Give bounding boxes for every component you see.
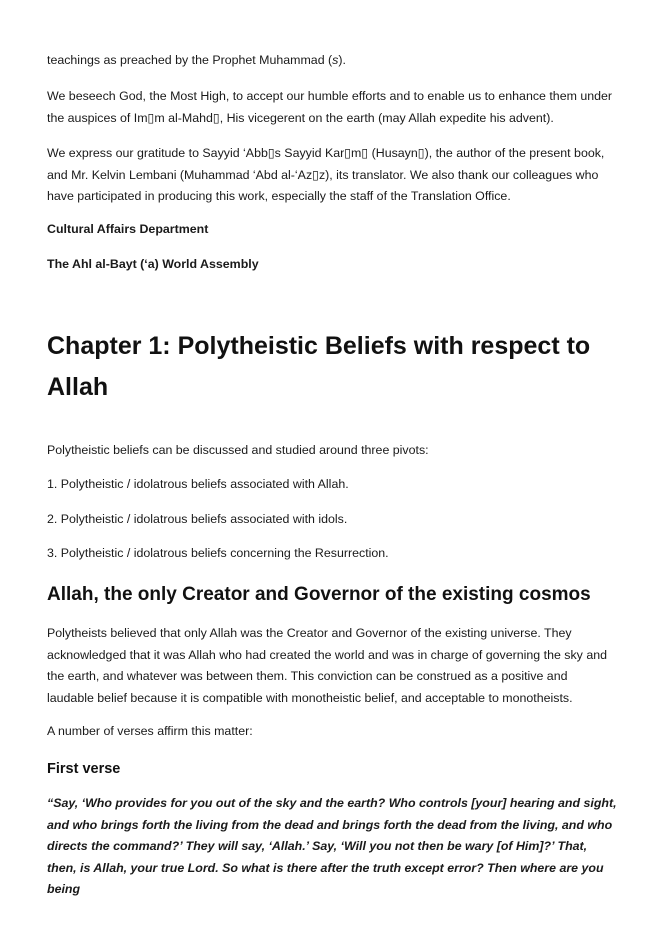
- paragraph-verses: A number of verses affirm this matter:: [47, 724, 253, 738]
- intro-text-after: ).: [338, 53, 346, 67]
- signature-department: Cultural Affairs Department: [47, 222, 209, 236]
- verse-quote: “Say, ‘Who provides for you out of the sky and the earth? Who controls [your] hearing and sight, and who brings forth the living from the dead and brings forth the dead from the living, and who directs the command?’ They will say, ‘Allah.’ Say, ‘Will you not then be wary [of Him]?’ That, then, is Allah, your true Lord. So what is there after the truth except error? Then where are you being: [47, 796, 617, 896]
- chapter-title: Chapter 1: Polytheistic Beliefs with respect to Allah: [47, 332, 591, 401]
- paragraph-polytheists: Polytheists believed that only Allah was the Creator and Governor of the existing universe. They acknowledged that it was Allah who had created the world and was in charge of governing the sky and the earth, and whatever was between them. This conviction can be construed as a positive and laudable belief because it is compatible with monotheistic belief, and acceptable to monotheists.: [47, 626, 607, 705]
- section-title: Allah, the only Creator and Governor of the existing cosmos: [47, 584, 591, 605]
- signature-assembly: The Ahl al-Bayt (‘a) World Assembly: [47, 257, 259, 271]
- intro-italic-s: s: [332, 53, 339, 67]
- paragraph-intro-end: [47, 50, 346, 72]
- subsection-title: First verse: [47, 761, 121, 777]
- pivot-item-2: 2. Polytheistic / idolatrous beliefs associated with idols.: [47, 512, 348, 526]
- pivot-item-3: 3. Polytheistic / idolatrous beliefs concerning the Resurrection.: [47, 546, 389, 560]
- intro-text-before: teachings as preached by the Prophet Muhammad (: [47, 53, 333, 67]
- paragraph-beseech: We beseech God, the Most High, to accept our humble efforts and to enable us to enhance them under the auspices of Im▯m al-Mahd▯, His vicegerent on the earth (may Allah expedite his advent).: [47, 89, 613, 125]
- pivot-item-1: 1. Polytheistic / idolatrous beliefs associated with Allah.: [47, 477, 349, 491]
- paragraph-gratitude: We express our gratitude to Sayyid ‘Abb▯s Sayyid Kar▯m▯ (Husayn▯), the author of the present book, and Mr. Kelvin Lembani (Muhammad ‘Abd al-‘Az▯z), its translator. We also thank our colleagues who have participated in producing this work, especially the staff of the Translation Office.: [47, 146, 605, 203]
- paragraph-pivots: Polytheistic beliefs can be discussed and studied around three pivots:: [47, 443, 429, 457]
